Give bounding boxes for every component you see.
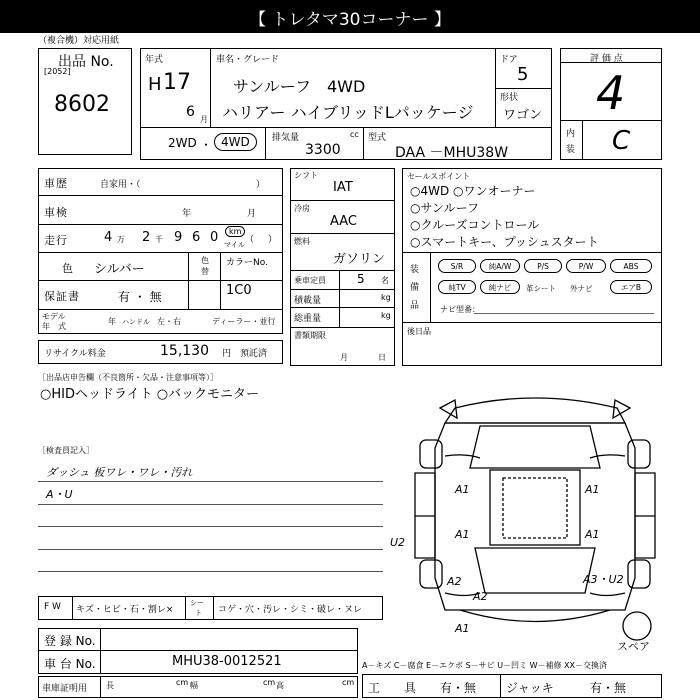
rating-label: 評 価 点 xyxy=(590,54,623,64)
color-no: 1C0 xyxy=(226,283,252,298)
interior-score: C xyxy=(612,126,631,156)
displacement-value: 3300 xyxy=(305,142,341,158)
diagram-label-2: A1 xyxy=(585,483,600,496)
model-year-year: 年 xyxy=(108,317,116,326)
diagram-label-6: A2 xyxy=(447,575,462,588)
mileage-sen: 2 xyxy=(142,230,151,245)
sales-point-1: ○4WD ○ワンオーナー xyxy=(410,184,536,198)
cert-long: 長 xyxy=(106,681,114,690)
car-name-line2: ハリアー ハイブリッドLパッケージ xyxy=(222,103,474,122)
car-name-label: 車名・グレード xyxy=(216,55,280,65)
equipment-label-1: 装 xyxy=(410,265,420,275)
sheet-text: コゲ・穴・汚レ・シミ・破レ・ヌレ xyxy=(218,605,363,615)
year-value: 17 xyxy=(163,70,191,95)
capacity-unit: 名 xyxy=(381,276,389,285)
year-month-unit: 月 xyxy=(200,115,208,124)
diagram-label-4: A1 xyxy=(585,528,600,541)
sheet-label-2: ト xyxy=(195,609,202,617)
mileage-sen-unit: 千 xyxy=(155,235,163,244)
diagram-label-9: A1 xyxy=(455,622,470,635)
damage-legend: A－キズ C－腐食 E－エクボ S－サビ U－凹ミ W－補修 XX－交換済 xyxy=(362,661,608,670)
model-value: DAA －MHU38W xyxy=(395,145,509,161)
fw-label: F W xyxy=(44,602,61,612)
lot-label: 出品 No. xyxy=(58,54,114,70)
mileage-digit-1: 9 xyxy=(174,230,183,245)
recycle-label: リサイクル料金 xyxy=(44,349,106,359)
equip-ps: P/S xyxy=(524,259,562,273)
fuel-value: ガソリン xyxy=(333,252,386,267)
sales-point-3: ○クルーズコントロール xyxy=(410,218,540,232)
rear-bumper-shape xyxy=(460,610,610,622)
mileage-man-unit: 万 xyxy=(117,235,125,244)
cert-long-cm: cm xyxy=(176,678,189,687)
mileage-digit-2: 6 xyxy=(192,230,201,245)
drive-2wd: 2WD xyxy=(168,136,197,150)
listing-form-title: ［出品店申告欄（不良箇所・欠品・注意事項等）］ xyxy=(38,373,218,382)
rear-left-wheel-shape xyxy=(420,560,442,588)
rating-score: 4 xyxy=(596,66,626,120)
capacity-label: 乗車定員 xyxy=(294,276,326,285)
displacement-label: 排気量 xyxy=(272,133,300,143)
history-close: ） xyxy=(256,180,266,190)
equip-tv: 純TV xyxy=(438,280,476,294)
car-name-line1: サンルーフ 4WD xyxy=(233,77,366,96)
mileage-label: 走行 xyxy=(44,234,68,247)
mileage-paren-open: （ xyxy=(245,235,255,245)
year-era: H xyxy=(148,74,162,95)
sheet-label-1: シー xyxy=(190,599,204,607)
mileage-digit-3: 0 xyxy=(210,230,219,245)
equip-aw: 純A/W xyxy=(480,259,520,273)
equip-leather: 革シート xyxy=(526,284,556,293)
tools-value: 有・無 xyxy=(440,681,477,695)
sales-points-label: セールスポイント xyxy=(407,172,471,181)
model-year-dealer: ディーラー・並行 xyxy=(212,317,276,326)
shift-value: IAT xyxy=(333,180,353,195)
navi-model-label: ナビ型番： xyxy=(440,305,480,314)
equipment-label-3: 品 xyxy=(410,301,420,311)
diagram-label-5: U2 xyxy=(390,536,406,549)
displacement-unit: cc xyxy=(350,130,359,139)
diagram-label-3: A1 xyxy=(455,528,470,541)
sales-point-2: ○サンルーフ xyxy=(410,201,479,215)
post-delivery-label: 後日品 xyxy=(407,327,431,336)
fw-text: キズ・ヒビ・石・割レ× xyxy=(76,605,174,615)
inspector-note-2: A・U xyxy=(46,488,73,501)
color-no-label: カラーNo. xyxy=(226,258,268,268)
rear-right-wheel-shape xyxy=(628,560,650,588)
color-value: シルバー xyxy=(94,262,145,277)
registration-deadline-month: 月 xyxy=(340,353,348,362)
interior-label-2: 装 xyxy=(566,145,576,155)
diagram-label-8: A2 xyxy=(473,590,488,603)
mileage-paren-close: ） xyxy=(268,235,278,245)
fuel-label: 燃料 xyxy=(294,237,310,246)
color-label: 色 xyxy=(62,262,74,275)
doors-value: 5 xyxy=(517,64,529,85)
front-right-wheel-shape xyxy=(628,440,650,468)
shift-label: シフト xyxy=(294,171,318,180)
drive-dot: ・ xyxy=(200,138,213,152)
sunroof-shape xyxy=(503,478,567,538)
cert-width-cm: cm xyxy=(263,678,276,687)
equip-pw: P/W xyxy=(566,259,606,273)
model-year-handle: ハンドル xyxy=(122,318,150,326)
cert-width: 幅 xyxy=(190,681,198,690)
load-unit: kg xyxy=(381,293,391,302)
equip-sr: S/R xyxy=(438,259,476,273)
warranty-label: 保証書 xyxy=(44,290,80,303)
inspector-title: ［検査員記入］ xyxy=(38,446,94,455)
inspection-label: 車検 xyxy=(44,206,68,219)
year-label: 年式 xyxy=(145,55,164,65)
chassis-no-value: MHU38-0012521 xyxy=(172,654,282,669)
equipment-label-2: 備 xyxy=(410,283,420,293)
mileage-man: 4 xyxy=(104,230,113,245)
top-note: （複合機）対応用紙 xyxy=(38,36,120,46)
total-weight-label: 総重量 xyxy=(294,314,322,324)
cert-height: 高 xyxy=(276,681,284,690)
recycle-value: 15,130 xyxy=(160,343,209,359)
model-year-label-1: モデル xyxy=(42,312,66,321)
color-change-1: 色 xyxy=(201,256,209,265)
listing-form-line: ○HIDヘッドライト ○バックモニター xyxy=(40,387,260,402)
shape-label: 形状 xyxy=(500,93,519,103)
mileage-mile: マイル xyxy=(224,241,245,249)
diagram-label-1: A1 xyxy=(455,483,470,496)
color-change-2: 替 xyxy=(201,267,209,276)
model-year-handle-value: 左・右 xyxy=(157,317,181,326)
recycle-deposit: 預託済 xyxy=(240,349,268,359)
lot-number: 8602 xyxy=(54,92,110,117)
front-left-wheel-shape xyxy=(420,440,442,468)
recycle-unit: 円 xyxy=(222,349,232,359)
mileage-km: km xyxy=(225,226,245,237)
jack-label: ジャッキ xyxy=(506,681,554,695)
interior-label-1: 内 xyxy=(566,129,576,139)
history-label: 車歴 xyxy=(44,177,68,190)
aircon-label: 冷房 xyxy=(294,204,310,213)
registration-no-label: 登 録 No. xyxy=(44,634,96,648)
aircon-value: AAC xyxy=(330,214,357,229)
tools-label: 工 具 xyxy=(368,681,417,695)
cert-label: 車庫証明用 xyxy=(42,684,88,694)
rear-glass-shape xyxy=(475,548,595,593)
total-weight-unit: kg xyxy=(381,311,391,320)
lot-code: [2052] xyxy=(44,67,71,76)
year-month: 6 xyxy=(186,104,195,120)
load-label: 積載量 xyxy=(294,296,322,306)
car-damage-diagram xyxy=(385,388,685,653)
shape-value: ワゴン xyxy=(503,108,543,123)
sales-point-4: ○スマートキー、プッシュスタート xyxy=(410,235,599,249)
warranty-value: 有 ・ 無 xyxy=(118,290,162,304)
doors-label: ドア xyxy=(500,55,518,65)
front-bumper-shape xyxy=(445,398,625,423)
drive-4wd: 4WD xyxy=(214,133,257,151)
chassis-no-label: 車 台 No. xyxy=(44,657,96,671)
jack-value: 有・無 xyxy=(590,681,627,695)
equip-ext-navi: 外ナビ xyxy=(570,284,593,293)
equip-navi: 純ナビ xyxy=(480,280,520,294)
model-year-label-2: 年 式 xyxy=(42,322,66,331)
equip-abs: ABS xyxy=(610,259,652,273)
cert-height-cm: cm xyxy=(342,678,355,687)
registration-deadline-day: 日 xyxy=(378,353,386,362)
history-value: 自家用・（ xyxy=(100,180,141,190)
hood-shape xyxy=(470,426,600,468)
registration-deadline-label: 書類期限 xyxy=(294,331,326,340)
capacity-value: 5 xyxy=(357,272,365,286)
inspection-month: 月 xyxy=(247,209,257,219)
header-title: 【 トレタマ30コーナー 】 xyxy=(249,10,451,30)
equip-airbag: エアB xyxy=(610,280,652,294)
model-label: 型式 xyxy=(368,133,387,143)
diagram-label-7: A3・U2 xyxy=(583,573,624,586)
spare-tire-shape xyxy=(623,612,651,640)
inspector-note-1: ダッシュ 板ワレ・ワレ・汚れ xyxy=(46,466,193,479)
spare-label: スペア xyxy=(617,640,650,653)
inspection-year: 年 xyxy=(182,209,192,219)
